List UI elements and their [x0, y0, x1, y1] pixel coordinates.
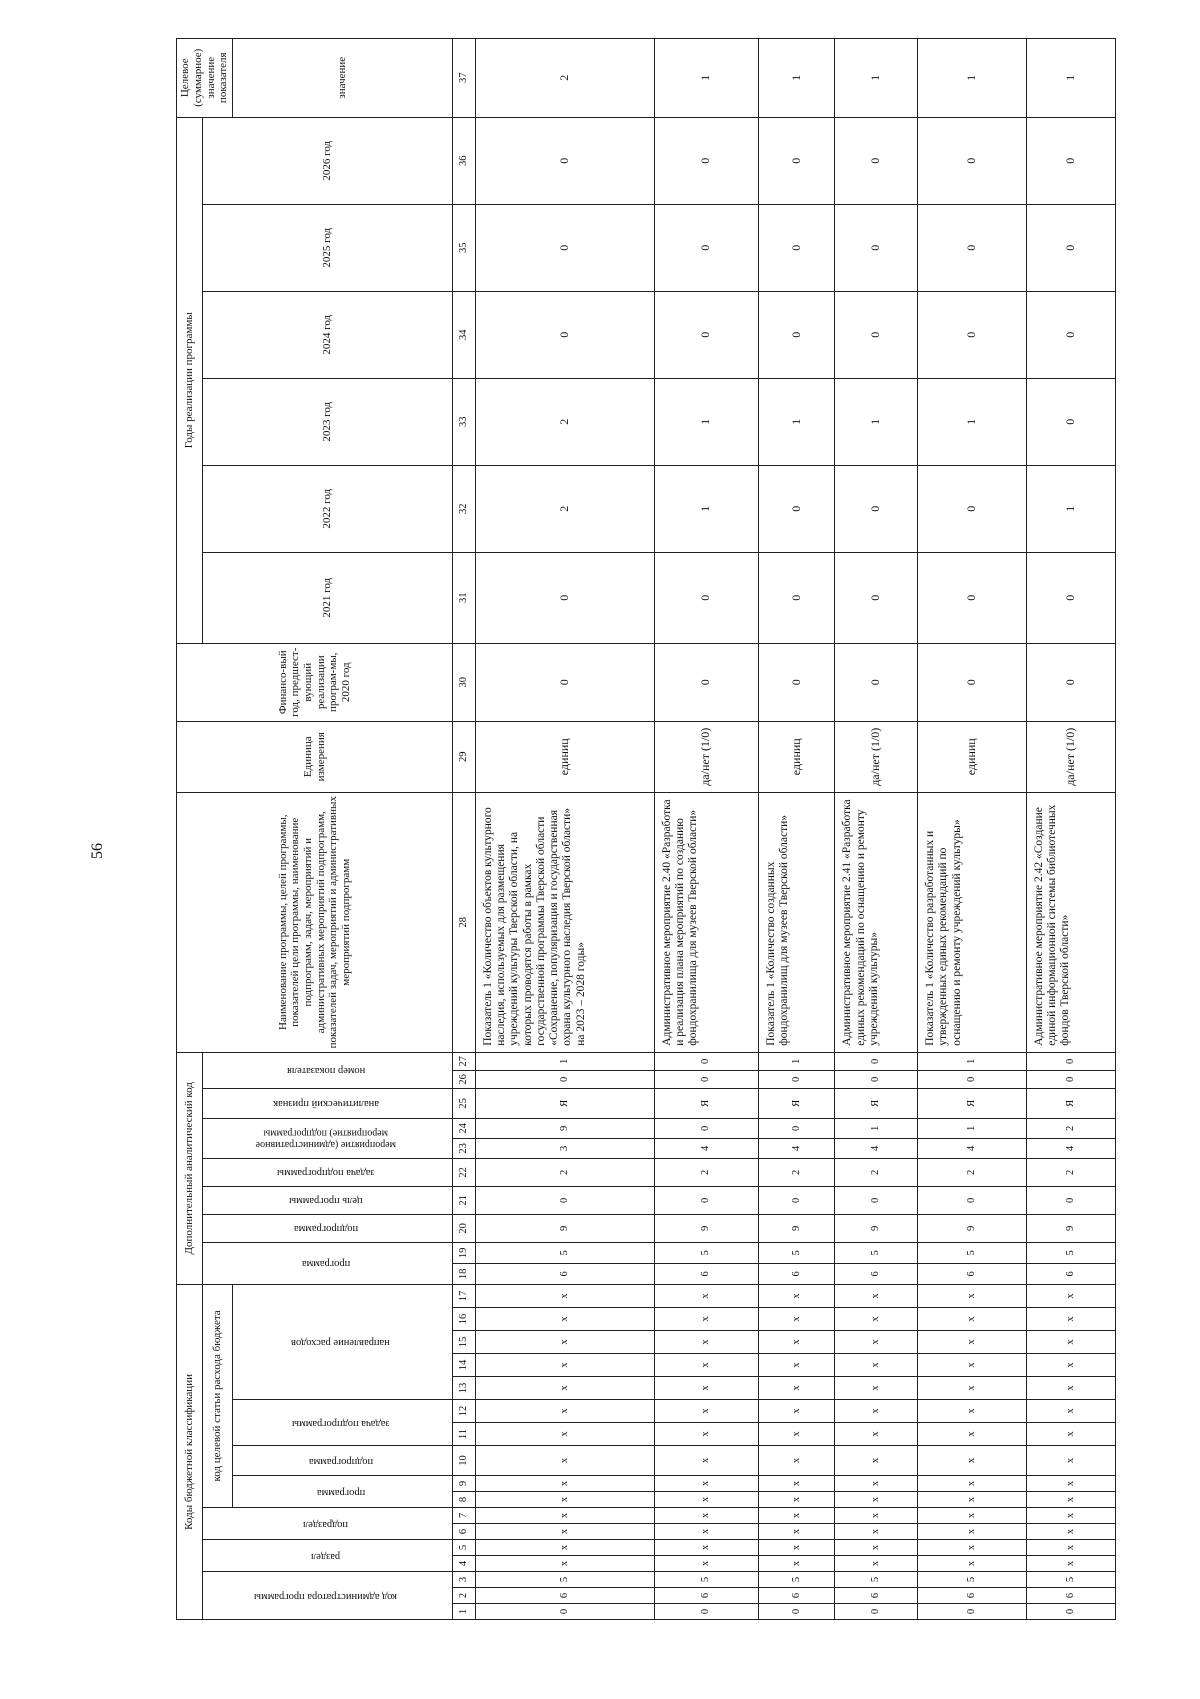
row-value: 0: [476, 204, 655, 291]
dac-code-cell: 4: [758, 1138, 835, 1158]
header-y2022: 2022 год: [203, 465, 453, 552]
header-name: Наименование программы, целей программы, показателей цели программы, наименование подпрограмм, задач, мероприятий и административных мероприятий подпрограмм, показателей задач, мероприятий и административных мероприятий подпрограмм: [177, 792, 453, 1052]
kbk-code-cell: x: [476, 1556, 655, 1572]
kbk-code-cell: x: [835, 1446, 918, 1476]
row-value: 2: [476, 378, 655, 465]
row-name: Административное мероприятие 2.40 «Разработка и реализация плана мероприятий по созданию фондохранилища для музеев Тверской области»: [654, 792, 758, 1052]
dac-code-cell: 9: [476, 1214, 655, 1242]
kbk-code-cell: x: [918, 1556, 1026, 1572]
kbk-code-cell: x: [476, 1400, 655, 1423]
kbk-code-cell: x: [1026, 1524, 1115, 1540]
column-number: 1: [453, 1604, 476, 1620]
dac-code-cell: Я: [758, 1088, 835, 1118]
row-unit: единиц: [918, 721, 1026, 792]
column-number: 23: [453, 1138, 476, 1158]
dac-code-cell: 9: [758, 1214, 835, 1242]
dac-code-cell: 0: [758, 1118, 835, 1138]
row-value: 0: [835, 643, 918, 721]
table-row: [918, 38, 1026, 1619]
column-number: 9: [453, 1476, 476, 1492]
row-value: 0: [835, 465, 918, 552]
kbk-code-cell: x: [1026, 1476, 1115, 1492]
header-years-group: Годы реализации программы: [177, 117, 203, 643]
column-number: 10: [453, 1446, 476, 1476]
row-value: 0: [654, 552, 758, 643]
kbk-admin-digit: 0: [758, 1604, 835, 1620]
kbk-code-cell: x: [758, 1508, 835, 1524]
header-kbk-target-group: код целевой статьи расхода бюджета: [203, 1284, 233, 1507]
dac-code-cell: 2: [476, 1158, 655, 1186]
kbk-admin-digit: 6: [758, 1588, 835, 1604]
column-number: 3: [453, 1572, 476, 1588]
row-value: 1: [918, 38, 1026, 117]
kbk-code-cell: x: [835, 1524, 918, 1540]
dac-code-cell: 1: [476, 1052, 655, 1070]
dac-code-cell: 5: [758, 1242, 835, 1263]
table-row: [654, 38, 758, 1619]
row-value: 1: [758, 378, 835, 465]
row-value: 0: [835, 291, 918, 378]
column-number: 30: [453, 643, 476, 721]
column-number: 5: [453, 1540, 476, 1556]
kbk-code-cell: x: [758, 1492, 835, 1508]
kbk-code-cell: x: [476, 1354, 655, 1377]
row-unit: единиц: [758, 721, 835, 792]
kbk-code-cell: x: [1026, 1508, 1115, 1524]
kbk-code-cell: x: [476, 1540, 655, 1556]
kbk-code-cell: x: [758, 1284, 835, 1307]
row-value: 0: [758, 291, 835, 378]
kbk-code-cell: x: [1026, 1492, 1115, 1508]
kbk-admin-digit: 0: [476, 1604, 655, 1620]
header-fin-year: Финансо-вый год, предшест-вующий реализации програм-мы, 2020 год: [177, 643, 453, 721]
kbk-admin-digit: 5: [1026, 1572, 1115, 1588]
row-value: 0: [1026, 643, 1115, 721]
column-number: 36: [453, 117, 476, 204]
kbk-code-cell: x: [654, 1446, 758, 1476]
kbk-code-cell: x: [835, 1354, 918, 1377]
header-target-group: Целевое (суммарное) значение показателя: [177, 38, 233, 117]
kbk-code-cell: x: [476, 1492, 655, 1508]
column-number: 24: [453, 1118, 476, 1138]
dac-code-cell: Я: [835, 1088, 918, 1118]
kbk-code-cell: x: [1026, 1377, 1115, 1400]
kbk-code-cell: x: [758, 1354, 835, 1377]
kbk-code-cell: x: [476, 1524, 655, 1540]
column-number: 4: [453, 1556, 476, 1572]
column-number: 20: [453, 1214, 476, 1242]
dac-code-cell: 5: [476, 1242, 655, 1263]
row-unit: да/нет (1/0): [1026, 721, 1115, 792]
dac-code-cell: 0: [758, 1070, 835, 1088]
kbk-code-cell: x: [654, 1377, 758, 1400]
kbk-code-cell: x: [1026, 1308, 1115, 1331]
row-value: 1: [835, 38, 918, 117]
kbk-code-cell: x: [654, 1423, 758, 1446]
dac-code-cell: 0: [758, 1186, 835, 1214]
kbk-code-cell: x: [476, 1284, 655, 1307]
row-value: 1: [654, 378, 758, 465]
kbk-code-cell: x: [1026, 1354, 1115, 1377]
kbk-code-cell: x: [654, 1508, 758, 1524]
kbk-code-cell: x: [654, 1540, 758, 1556]
dac-code-cell: 0: [654, 1186, 758, 1214]
row-value: 0: [758, 643, 835, 721]
header-kbk-group: Коды бюджетной классификации: [177, 1284, 203, 1619]
dac-code-cell: 4: [654, 1138, 758, 1158]
column-number: 27: [453, 1052, 476, 1070]
kbk-admin-digit: 5: [476, 1572, 655, 1588]
kbk-admin-digit: 6: [1026, 1588, 1115, 1604]
dac-code-cell: 0: [835, 1070, 918, 1088]
row-value: 0: [918, 465, 1026, 552]
table-row: [476, 38, 655, 1619]
kbk-code-cell: x: [835, 1423, 918, 1446]
row-value: 0: [835, 204, 918, 291]
kbk-code-cell: x: [918, 1508, 1026, 1524]
row-name: Показатель 1 «Количество объектов культурного наследия, используемых для размещения учреждений культуры Тверской области, на которых проводятся работы в рамках государственной программы Тверской области «Сохранение, популяризация и государственная охрана культурного наследия Тверской области» на 2023 – 2028 годы»: [476, 792, 655, 1052]
row-unit: единиц: [476, 721, 655, 792]
dac-code-cell: Я: [654, 1088, 758, 1118]
dac-code-cell: 2: [654, 1158, 758, 1186]
column-number: 15: [453, 1331, 476, 1354]
kbk-admin-digit: 5: [835, 1572, 918, 1588]
program-indicators-table: [176, 38, 1116, 1620]
row-value: 0: [1026, 552, 1115, 643]
header-target-value: значение: [233, 38, 453, 117]
row-value: 0: [918, 552, 1026, 643]
dac-code-cell: 0: [654, 1052, 758, 1070]
kbk-code-cell: x: [918, 1492, 1026, 1508]
header-y2026: 2026 год: [203, 117, 453, 204]
row-value: 0: [476, 117, 655, 204]
kbk-code-cell: x: [476, 1331, 655, 1354]
kbk-code-cell: x: [758, 1446, 835, 1476]
header-kbk-direction: направление расходов: [233, 1284, 453, 1399]
row-value: 0: [918, 643, 1026, 721]
dac-code-cell: 2: [1026, 1118, 1115, 1138]
column-number: 37: [453, 38, 476, 117]
kbk-code-cell: x: [918, 1524, 1026, 1540]
dac-code-cell: 0: [1026, 1052, 1115, 1070]
kbk-code-cell: x: [654, 1556, 758, 1572]
kbk-code-cell: x: [918, 1284, 1026, 1307]
kbk-code-cell: x: [654, 1524, 758, 1540]
kbk-admin-digit: 0: [835, 1604, 918, 1620]
kbk-code-cell: x: [1026, 1331, 1115, 1354]
dac-code-cell: 4: [1026, 1138, 1115, 1158]
row-value: 1: [654, 465, 758, 552]
dac-code-cell: 1: [918, 1118, 1026, 1138]
header-y2021: 2021 год: [203, 552, 453, 643]
kbk-admin-digit: 6: [476, 1588, 655, 1604]
dac-code-cell: 4: [835, 1138, 918, 1158]
column-number: 18: [453, 1263, 476, 1284]
kbk-code-cell: x: [654, 1284, 758, 1307]
column-number: 17: [453, 1284, 476, 1307]
kbk-code-cell: x: [1026, 1400, 1115, 1423]
column-number: 12: [453, 1400, 476, 1423]
column-number: 11: [453, 1423, 476, 1446]
dac-code-cell: 0: [835, 1186, 918, 1214]
header-kbk-subprogram: подпрограмма: [233, 1446, 453, 1476]
dac-code-cell: 0: [476, 1186, 655, 1214]
row-value: 0: [1026, 117, 1115, 204]
column-number: 35: [453, 204, 476, 291]
dac-code-cell: 1: [758, 1052, 835, 1070]
kbk-code-cell: x: [758, 1331, 835, 1354]
dac-code-cell: 0: [1026, 1186, 1115, 1214]
dac-code-cell: 5: [654, 1242, 758, 1263]
dac-code-cell: 2: [758, 1158, 835, 1186]
column-number: 7: [453, 1508, 476, 1524]
row-value: 1: [918, 378, 1026, 465]
rotated-table-wrapper: [176, 48, 1116, 1620]
column-number: 31: [453, 552, 476, 643]
row-value: 1: [654, 38, 758, 117]
dac-code-cell: 6: [835, 1263, 918, 1284]
kbk-code-cell: x: [654, 1331, 758, 1354]
column-number: 6: [453, 1524, 476, 1540]
dac-code-cell: 0: [654, 1070, 758, 1088]
dac-code-cell: 5: [918, 1242, 1026, 1263]
row-value: 0: [476, 643, 655, 721]
row-value: 0: [654, 291, 758, 378]
dac-code-cell: 0: [1026, 1070, 1115, 1088]
kbk-code-cell: x: [654, 1400, 758, 1423]
row-value: 0: [835, 117, 918, 204]
row-name: Административное мероприятие 2.41 «Разработка единых рекомендаций по оснащению и ремонту учреждений культуры»: [835, 792, 918, 1052]
row-value: 0: [654, 643, 758, 721]
dac-code-cell: 9: [835, 1214, 918, 1242]
dac-code-cell: 4: [918, 1138, 1026, 1158]
kbk-code-cell: x: [758, 1540, 835, 1556]
row-value: 2: [476, 465, 655, 552]
table-row: [758, 38, 835, 1619]
kbk-admin-digit: 6: [654, 1588, 758, 1604]
row-unit: да/нет (1/0): [835, 721, 918, 792]
row-value: 0: [758, 117, 835, 204]
dac-code-cell: 1: [835, 1118, 918, 1138]
kbk-code-cell: x: [918, 1354, 1026, 1377]
kbk-code-cell: x: [1026, 1423, 1115, 1446]
column-number: 25: [453, 1088, 476, 1118]
column-number: 19: [453, 1242, 476, 1263]
row-value: 1: [835, 378, 918, 465]
dac-code-cell: 0: [654, 1118, 758, 1138]
column-number: 22: [453, 1158, 476, 1186]
kbk-code-cell: x: [1026, 1556, 1115, 1572]
dac-code-cell: 6: [1026, 1263, 1115, 1284]
kbk-code-cell: x: [835, 1377, 918, 1400]
header-kbk-program: программа: [233, 1476, 453, 1508]
kbk-code-cell: x: [758, 1524, 835, 1540]
kbk-admin-digit: 5: [758, 1572, 835, 1588]
kbk-admin-digit: 5: [654, 1572, 758, 1588]
kbk-code-cell: x: [476, 1377, 655, 1400]
row-value: 0: [918, 204, 1026, 291]
row-value: 0: [654, 204, 758, 291]
row-unit: да/нет (1/0): [654, 721, 758, 792]
dac-code-cell: 0: [476, 1070, 655, 1088]
kbk-code-cell: x: [1026, 1540, 1115, 1556]
kbk-code-cell: x: [758, 1423, 835, 1446]
kbk-code-cell: x: [918, 1476, 1026, 1492]
header-dac-program: программа: [203, 1242, 453, 1284]
table-row: [835, 38, 918, 1619]
row-value: 1: [758, 38, 835, 117]
kbk-code-cell: x: [1026, 1284, 1115, 1307]
kbk-code-cell: x: [654, 1354, 758, 1377]
row-name: Показатель 1 «Количество созданных фондохранилищ для музеев Тверской области»: [758, 792, 835, 1052]
kbk-code-cell: x: [758, 1400, 835, 1423]
dac-code-cell: 5: [835, 1242, 918, 1263]
column-number: 2: [453, 1588, 476, 1604]
row-value: 0: [1026, 378, 1115, 465]
row-value: 0: [654, 117, 758, 204]
header-dac-subprogram: подпрограмма: [203, 1214, 453, 1242]
row-value: 0: [1026, 291, 1115, 378]
dac-code-cell: 1: [918, 1052, 1026, 1070]
page-number: 56: [89, 843, 106, 859]
column-number: 8: [453, 1492, 476, 1508]
header-dac-analytic: аналитический признак: [203, 1088, 453, 1118]
table-row: [1026, 38, 1115, 1619]
dac-code-cell: 2: [918, 1158, 1026, 1186]
kbk-code-cell: x: [1026, 1446, 1115, 1476]
header-dac-group: Дополнительный аналитический код: [177, 1052, 203, 1284]
header-kbk-task: задача подпрограммы: [233, 1400, 453, 1446]
header-dac-event: мероприятие (административное мероприятие) подпрограммы: [203, 1118, 453, 1158]
kbk-code-cell: x: [476, 1446, 655, 1476]
dac-code-cell: 0: [918, 1186, 1026, 1214]
header-y2024: 2024 год: [203, 291, 453, 378]
kbk-code-cell: x: [918, 1377, 1026, 1400]
row-value: 0: [476, 291, 655, 378]
dac-code-cell: Я: [918, 1088, 1026, 1118]
kbk-code-cell: x: [918, 1540, 1026, 1556]
kbk-code-cell: x: [476, 1476, 655, 1492]
dac-code-cell: 6: [654, 1263, 758, 1284]
dac-code-cell: 0: [918, 1070, 1026, 1088]
kbk-code-cell: x: [476, 1308, 655, 1331]
row-value: 0: [758, 552, 835, 643]
header-unit: Единица измерения: [177, 721, 453, 792]
kbk-admin-digit: 6: [918, 1588, 1026, 1604]
kbk-code-cell: x: [835, 1476, 918, 1492]
header-dac-task: задача подпрограммы: [203, 1158, 453, 1186]
dac-code-cell: 9: [654, 1214, 758, 1242]
kbk-code-cell: x: [654, 1308, 758, 1331]
kbk-code-cell: x: [835, 1400, 918, 1423]
row-value: 1: [1026, 465, 1115, 552]
kbk-code-cell: x: [654, 1476, 758, 1492]
row-value: 0: [758, 204, 835, 291]
kbk-code-cell: x: [476, 1423, 655, 1446]
dac-code-cell: 9: [918, 1214, 1026, 1242]
column-number: 32: [453, 465, 476, 552]
kbk-code-cell: x: [835, 1540, 918, 1556]
dac-code-cell: 9: [476, 1118, 655, 1138]
kbk-code-cell: x: [476, 1508, 655, 1524]
kbk-code-cell: x: [918, 1423, 1026, 1446]
row-value: 0: [1026, 204, 1115, 291]
kbk-admin-digit: 5: [918, 1572, 1026, 1588]
dac-code-cell: 3: [476, 1138, 655, 1158]
header-y2025: 2025 год: [203, 204, 453, 291]
row-name: Административное мероприятие 2.42 «Создание единой информационной системы библиотечных фондов Тверской области»: [1026, 792, 1115, 1052]
row-value: 0: [758, 465, 835, 552]
dac-code-cell: 5: [1026, 1242, 1115, 1263]
kbk-admin-digit: 0: [918, 1604, 1026, 1620]
column-number: 14: [453, 1354, 476, 1377]
column-number: 28: [453, 792, 476, 1052]
column-number: 34: [453, 291, 476, 378]
column-number: 13: [453, 1377, 476, 1400]
kbk-code-cell: x: [835, 1492, 918, 1508]
header-kbk-admin: код администратора программы: [203, 1572, 453, 1620]
dac-code-cell: Я: [476, 1088, 655, 1118]
header-dac-indicator: номер показателя: [203, 1052, 453, 1088]
row-value: 2: [476, 38, 655, 117]
dac-code-cell: 0: [835, 1052, 918, 1070]
kbk-code-cell: x: [758, 1377, 835, 1400]
header-kbk-section: раздел: [203, 1540, 453, 1572]
kbk-code-cell: x: [758, 1476, 835, 1492]
dac-code-cell: 6: [476, 1263, 655, 1284]
kbk-admin-digit: 0: [1026, 1604, 1115, 1620]
kbk-code-cell: x: [835, 1284, 918, 1307]
column-number: 26: [453, 1070, 476, 1088]
dac-code-cell: Я: [1026, 1088, 1115, 1118]
dac-code-cell: 2: [835, 1158, 918, 1186]
dac-code-cell: 6: [918, 1263, 1026, 1284]
kbk-admin-digit: 6: [835, 1588, 918, 1604]
dac-code-cell: 6: [758, 1263, 835, 1284]
row-value: 0: [835, 552, 918, 643]
kbk-code-cell: x: [758, 1556, 835, 1572]
column-number: 21: [453, 1186, 476, 1214]
header-kbk-subsection: подраздел: [203, 1508, 453, 1540]
kbk-code-cell: x: [918, 1400, 1026, 1423]
column-number: 29: [453, 721, 476, 792]
row-name: Показатель 1 «Количество разработанных и утвержденных единых рекомендаций по оснащению и ремонту учреждений культуры»: [918, 792, 1026, 1052]
row-value: 0: [918, 291, 1026, 378]
kbk-code-cell: x: [918, 1331, 1026, 1354]
column-number: 33: [453, 378, 476, 465]
kbk-code-cell: x: [918, 1308, 1026, 1331]
kbk-code-cell: x: [835, 1331, 918, 1354]
header-dac-goal: цель программы: [203, 1186, 453, 1214]
kbk-code-cell: x: [654, 1492, 758, 1508]
header-y2023: 2023 год: [203, 378, 453, 465]
row-value: 1: [1026, 38, 1115, 117]
kbk-code-cell: x: [835, 1508, 918, 1524]
dac-code-cell: 2: [1026, 1158, 1115, 1186]
column-number: 16: [453, 1308, 476, 1331]
kbk-code-cell: x: [835, 1556, 918, 1572]
dac-code-cell: 9: [1026, 1214, 1115, 1242]
column-number-row: [453, 38, 476, 1619]
kbk-code-cell: x: [918, 1446, 1026, 1476]
row-value: 0: [918, 117, 1026, 204]
kbk-code-cell: x: [758, 1308, 835, 1331]
kbk-code-cell: x: [835, 1308, 918, 1331]
row-value: 0: [476, 552, 655, 643]
kbk-admin-digit: 0: [654, 1604, 758, 1620]
